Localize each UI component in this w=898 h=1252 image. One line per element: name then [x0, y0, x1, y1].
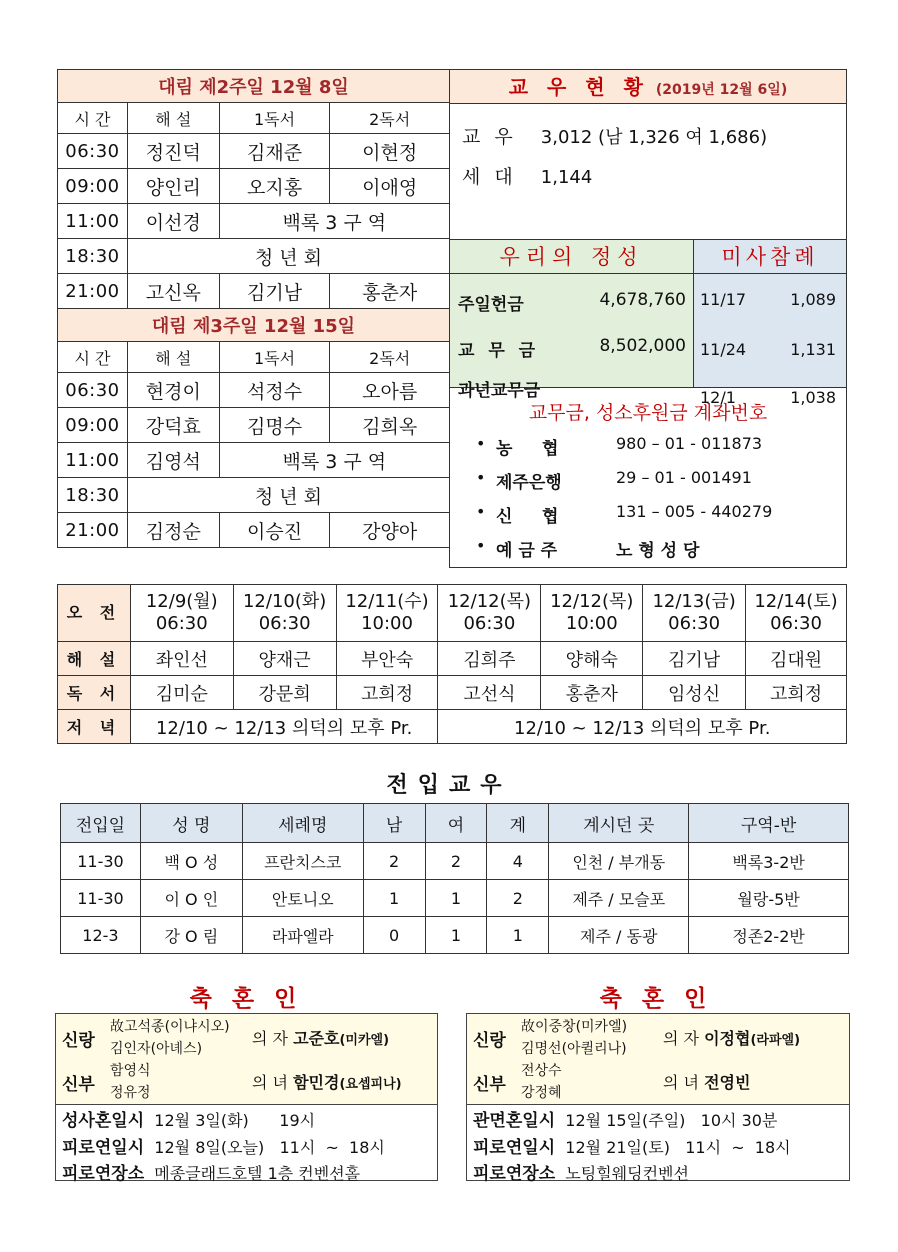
parish-status-title: [450, 70, 846, 104]
cell: 백록3-2반: [689, 843, 849, 880]
accounts-title: 교무금, 성소후원금 계좌번호: [528, 402, 768, 424]
detail-value: 12월 21일(토) 11시 ~ 18시: [565, 1138, 791, 1157]
list-item: [700, 290, 840, 309]
cell: 0: [363, 917, 425, 954]
mass-date: 11/24: [700, 340, 747, 359]
name-cell: 오아름: [330, 373, 450, 408]
households-label: 세 대: [462, 166, 517, 188]
time: 06:30: [155, 613, 208, 634]
table-row: [58, 642, 847, 676]
cell: 라파엘라: [242, 917, 363, 954]
list-item: [458, 290, 686, 315]
name-cell: 강문희: [233, 676, 336, 710]
evening-cell: 12/10 ~ 12/13 의덕의 모후 Pr.: [438, 710, 847, 744]
date-cell: [541, 585, 643, 642]
members-label: 교 우: [462, 126, 517, 148]
time-cell: 11:00: [58, 443, 128, 478]
name-cell: 고신옥: [127, 274, 219, 309]
name-cell: 부안숙: [336, 642, 438, 676]
name-cell: 이현정: [330, 134, 450, 169]
cell: 이 O 인: [140, 880, 242, 917]
list-item: [473, 1106, 777, 1131]
table-row: [58, 710, 847, 744]
cell: 4: [487, 843, 549, 880]
name-cell: 현경이: [127, 373, 219, 408]
name-cell: 강덕효: [127, 408, 219, 443]
commentary-label: 해 설: [58, 642, 131, 676]
cell: 강 O 림: [140, 917, 242, 954]
header-reading1: 1독서: [219, 103, 330, 134]
bank-name: 제주은행: [496, 473, 562, 493]
bride-mother: 정유정: [110, 1085, 151, 1101]
list-item: [700, 340, 840, 359]
bride-relation: 의 녀: [663, 1073, 699, 1092]
detail-label: 피로연장소: [473, 1164, 556, 1184]
table-row: [58, 513, 450, 548]
time-cell: 06:30: [58, 373, 128, 408]
table-row: [58, 239, 450, 274]
name-cell: 좌인선: [130, 642, 233, 676]
name-cell: 김정순: [127, 513, 219, 548]
groom-label: 신랑: [62, 1031, 95, 1051]
name-cell: 김영석: [127, 443, 219, 478]
detail-value: 노팅힐웨딩컨벤션: [565, 1164, 689, 1183]
groom-name: 이정협: [704, 1029, 751, 1048]
bride-name: 전영빈: [704, 1073, 751, 1092]
detail-label: 피로연일시: [473, 1138, 556, 1158]
time-cell: 06:30: [58, 134, 128, 169]
time: 06:30: [258, 613, 311, 634]
wedding1-title: 축 혼 인: [189, 986, 303, 1012]
groom-father: 故고석종(이냐시오): [110, 1019, 230, 1035]
wedding2-couple: [467, 1014, 849, 1105]
bullet: •: [476, 502, 486, 521]
date: 12/12(목): [550, 591, 634, 612]
name-cell: 김대원: [746, 642, 847, 676]
name-cell: 고희정: [746, 676, 847, 710]
detail-label: 관면혼일시: [473, 1111, 556, 1131]
name-cell: 고희정: [336, 676, 438, 710]
groom-baptism: (라파엘): [750, 1033, 801, 1048]
date-cell: [233, 585, 336, 642]
name-cell: 석정수: [219, 373, 330, 408]
header-time: 시 간: [58, 103, 128, 134]
header-reading2: 2독서: [330, 342, 450, 373]
mass-date: 11/17: [700, 290, 747, 309]
name-cell: 고선식: [438, 676, 541, 710]
group-cell: 백록 3 구 역: [219, 204, 449, 239]
evening-cell: 12/10 ~ 12/13 의덕의 모후 Pr.: [130, 710, 438, 744]
header-cell: 성 명: [140, 804, 242, 843]
cell: 11-30: [61, 843, 141, 880]
offering-value: 8,502,000: [599, 336, 686, 356]
account-holder: 노 형 성 당: [616, 541, 700, 561]
offering-label: 주일헌금: [458, 295, 524, 315]
wedding2-title: 축 혼 인: [599, 986, 713, 1012]
table-row: [58, 204, 450, 239]
header-commentary: 해 설: [127, 342, 219, 373]
evening-label: 저 녁: [58, 710, 131, 744]
header-cell: 전입일: [61, 804, 141, 843]
parish-info-panel: [449, 69, 847, 568]
members-value: 3,012 (남 1,326 여 1,686): [540, 127, 768, 148]
offering-title: 우리의 정성: [450, 240, 694, 274]
name-cell: 강양아: [330, 513, 450, 548]
detail-value: 12월 3일(화) 19시: [154, 1111, 316, 1130]
header-cell: 계시던 곳: [549, 804, 689, 843]
offering-value: 4,678,760: [599, 290, 686, 310]
bride-name: 함민경: [293, 1073, 340, 1092]
status-title: 교 우 현 황: [508, 75, 649, 99]
name-cell: 이애영: [330, 169, 450, 204]
name-cell: 김재준: [219, 134, 330, 169]
week2-title: 대림 제3주일 12월 15일: [58, 309, 450, 342]
table-row: [58, 408, 450, 443]
parish-status-body: [450, 104, 846, 240]
date: 12/12(목): [447, 591, 532, 612]
time-cell: 09:00: [58, 408, 128, 443]
header-reading2: 2독서: [330, 103, 450, 134]
cell: 제주 / 모슬포: [549, 880, 689, 917]
date-cell: [746, 585, 847, 642]
groom-mother: 김명선(아퀼리나): [521, 1041, 627, 1057]
groom-name: 고준호: [293, 1029, 340, 1048]
table-row: [58, 478, 450, 513]
cell: 월랑-5반: [689, 880, 849, 917]
detail-label: 피로연일시: [62, 1138, 145, 1158]
account-number: 29 – 01 - 001491: [616, 468, 752, 487]
cell: 12-3: [61, 917, 141, 954]
name-cell: 홍춘자: [541, 676, 643, 710]
name-cell: 홍춘자: [330, 274, 450, 309]
bride-baptism: (요셉피나): [339, 1077, 402, 1092]
bride-label: 신부: [473, 1075, 506, 1095]
offering-label: 과년교무금: [458, 381, 541, 401]
header-cell: 세례명: [242, 804, 363, 843]
table-row: [61, 843, 849, 880]
bank-accounts: [450, 388, 846, 568]
account-holder-label: 예 금 주: [496, 541, 558, 561]
groom-relation: 의 자: [663, 1029, 699, 1048]
groom-label: 신랑: [473, 1031, 506, 1051]
name-cell: 김희주: [438, 642, 541, 676]
bank-name: 신 협: [496, 507, 559, 527]
cell: 1: [425, 917, 487, 954]
bride-label: 신부: [62, 1075, 95, 1095]
name-cell: 김기남: [219, 274, 330, 309]
offering-body: [450, 274, 694, 401]
date-cell: [130, 585, 233, 642]
name-cell: 양재근: [233, 642, 336, 676]
table-row: [58, 274, 450, 309]
header-cell: 구역-반: [689, 804, 849, 843]
list-item: [62, 1106, 315, 1131]
date: 12/9(월): [145, 591, 218, 612]
name-cell: 김미순: [130, 676, 233, 710]
name-cell: 양해숙: [541, 642, 643, 676]
cell: 1: [363, 880, 425, 917]
detail-label: 성사혼일시: [62, 1111, 145, 1131]
cell: 안토니오: [242, 880, 363, 917]
date-cell: [438, 585, 541, 642]
table-row: [58, 443, 450, 478]
name-cell: 임성신: [643, 676, 746, 710]
mass-date: 12/1: [700, 388, 736, 407]
name-cell: 이승진: [219, 513, 330, 548]
date: 12/10(화): [242, 591, 327, 612]
time: 10:00: [565, 613, 618, 634]
cell: 2: [487, 880, 549, 917]
name-cell: 김명수: [219, 408, 330, 443]
groom-mother: 김인자(아녜스): [110, 1041, 203, 1057]
detail-value: 메종글래드호텔 1층 컨벤션홀: [154, 1164, 361, 1183]
cell: 1: [487, 917, 549, 954]
time: 06:30: [463, 613, 516, 634]
list-item: [473, 1159, 689, 1184]
group-cell: 백록 3 구 역: [219, 443, 449, 478]
account-number: 980 – 01 - 011873: [616, 434, 763, 453]
cell: 1: [425, 880, 487, 917]
table-row: [61, 880, 849, 917]
header-time: 시 간: [58, 342, 128, 373]
cell: 프란치스코: [242, 843, 363, 880]
cell: 제주 / 동광: [549, 917, 689, 954]
table-row: [61, 917, 849, 954]
mass-attendance-body: [694, 274, 846, 407]
list-item: [62, 1133, 385, 1158]
name-cell: 오지홍: [219, 169, 330, 204]
detail-value: 12월 8일(오늘) 11시 ~ 18시: [154, 1138, 385, 1157]
time-cell: 21:00: [58, 513, 128, 548]
name-cell: 양인리: [127, 169, 219, 204]
cell: 2: [363, 843, 425, 880]
account-number: 131 – 005 - 440279: [616, 502, 773, 521]
date-cell: [643, 585, 746, 642]
bullet: •: [476, 468, 486, 487]
newcomers-table: [60, 803, 849, 954]
cell: 11-30: [61, 880, 141, 917]
bride-father: 함영식: [110, 1063, 151, 1079]
am-label: 오 전: [58, 585, 131, 642]
reader-label: 독 서: [58, 676, 131, 710]
groom-father: 故이중창(미카엘): [521, 1019, 628, 1035]
cell: 인천 / 부개동: [549, 843, 689, 880]
list-item: [473, 1133, 791, 1158]
groom-baptism: (미카엘): [339, 1033, 390, 1048]
week1-title: 대림 제2주일 12월 8일: [58, 70, 450, 103]
sunday-schedule-table: [57, 69, 450, 548]
status-date: (2019년 12월 6일): [655, 82, 788, 98]
cell: 정존2-2반: [689, 917, 849, 954]
list-item: [458, 336, 686, 361]
header-cell: 여: [425, 804, 487, 843]
bride-father: 전상수: [521, 1063, 562, 1079]
bullet: •: [476, 536, 486, 555]
table-row: [58, 169, 450, 204]
bride-mother: 강정혜: [521, 1085, 562, 1101]
name-cell: 정진덕: [127, 134, 219, 169]
detail-label: 피로연장소: [62, 1164, 145, 1184]
mass-count: 1,038: [790, 388, 836, 407]
date: 12/13(금): [652, 591, 736, 612]
mass-count: 1,089: [790, 290, 836, 309]
detail-value: 12월 15일(주일) 10시 30분: [565, 1111, 778, 1130]
time-cell: 11:00: [58, 204, 128, 239]
mass-attendance-title: 미사참례: [694, 240, 846, 274]
name-cell: 김기남: [643, 642, 746, 676]
newcomers-title: 전입교우: [386, 773, 512, 798]
wedding1-card: [55, 1013, 438, 1184]
table-row: [58, 676, 847, 710]
name-cell: 김희옥: [330, 408, 450, 443]
header-reading1: 1독서: [219, 342, 330, 373]
wedding1-couple: [56, 1014, 437, 1105]
header-commentary: 해 설: [127, 103, 219, 134]
table-row: [58, 373, 450, 408]
bride-relation: 의 녀: [252, 1073, 288, 1092]
cell: 백 O 성: [140, 843, 242, 880]
weekday-schedule-table: [57, 584, 847, 744]
wedding2-card: [466, 1013, 850, 1184]
date: 12/11(수): [345, 591, 429, 612]
table-row: [58, 134, 450, 169]
group-cell: 청 년 회: [127, 478, 449, 513]
header-cell: 계: [487, 804, 549, 843]
offering-label: 교 무 금: [458, 341, 540, 361]
time: 10:00: [361, 613, 413, 634]
list-item: [62, 1159, 360, 1184]
group-cell: 청 년 회: [127, 239, 449, 274]
time-cell: 21:00: [58, 274, 128, 309]
date-cell: [336, 585, 438, 642]
cell: 2: [425, 843, 487, 880]
time-cell: 18:30: [58, 239, 128, 274]
time-cell: 09:00: [58, 169, 128, 204]
date: 12/14(토): [754, 591, 838, 612]
time: 06:30: [668, 613, 721, 634]
bullet: •: [476, 434, 486, 453]
groom-relation: 의 자: [252, 1029, 288, 1048]
households-value: 1,144: [540, 167, 593, 188]
time-cell: 18:30: [58, 478, 128, 513]
header-cell: 남: [363, 804, 425, 843]
mass-count: 1,131: [790, 340, 836, 359]
name-cell: 이선경: [127, 204, 219, 239]
time: 06:30: [770, 613, 822, 634]
bank-name: 농 협: [496, 439, 559, 459]
